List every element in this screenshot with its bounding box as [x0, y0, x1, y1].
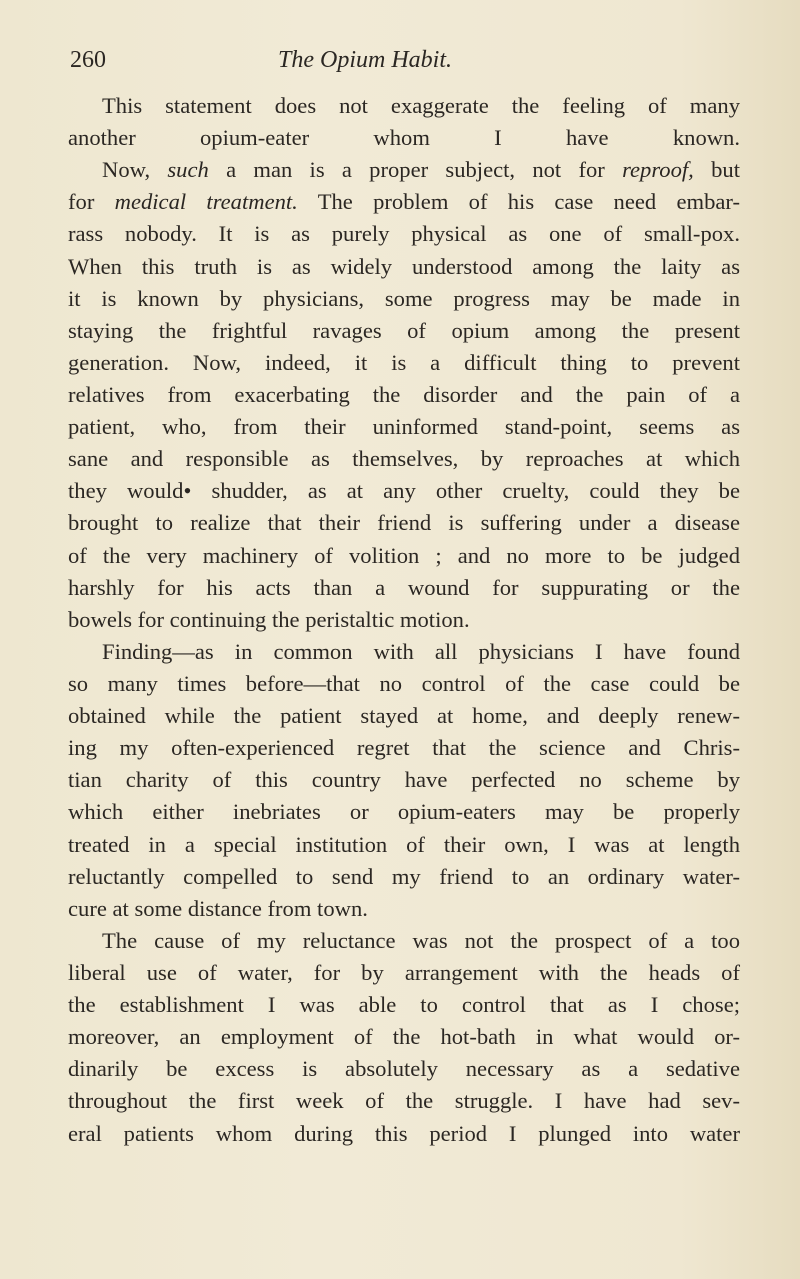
text-line: reluctantly compelled to send my friend to an ordinary water- — [68, 863, 740, 889]
text-line: When this truth is as widely understood among the laity as — [68, 253, 740, 279]
text-line: brought to realize that their friend is suffering under a disease — [68, 510, 740, 536]
text-line: harshly for his acts than a wound for suppurating or the — [68, 574, 740, 600]
text-line: the establishment I was able to control that as I chose; — [68, 992, 740, 1018]
text-line: sane and responsible as themselves, by reproaches at which — [68, 446, 740, 472]
text-run: a man is a proper subject, not for — [208, 157, 623, 183]
text-line: generation. Now, indeed, it is a difficult thing to prevent — [68, 349, 740, 375]
page-header — [68, 44, 732, 76]
text-line — [68, 154, 740, 186]
text-line: another opium-eater whom I have known. — [68, 125, 740, 151]
running-title: The Opium Habit. — [278, 47, 452, 73]
text-line: This statement does not exaggerate the feeling of many — [102, 93, 740, 118]
text-line: treated in a special institution of their own, I was at length — [68, 831, 740, 857]
text-run: but — [693, 157, 740, 183]
text-line: it is known by physicians, some progress may be made in — [68, 285, 740, 311]
text-run: for — [68, 189, 115, 215]
italic-phrase: such — [167, 157, 209, 183]
text-line: of the very machinery of volition ; and no more to be judged — [68, 542, 740, 568]
text-line: tian charity of this country have perfected no scheme by — [68, 767, 740, 793]
text-line: relatives from exacerbating the disorder and the pain of a — [68, 381, 740, 407]
text-line: throughout the first week of the struggle. I have had sev- — [68, 1088, 740, 1114]
text-line — [68, 186, 740, 218]
text-line: eral patients whom during this period I plunged into water — [68, 1120, 740, 1146]
text-line: liberal use of water, for by arrangement with the heads of — [68, 959, 740, 985]
text-line: rass nobody. It is as purely physical as one of small-pox. — [68, 221, 740, 247]
text-line: so many times before—that no control of the case could be — [68, 670, 740, 696]
text-line: obtained while the patient stayed at home, and deeply renew- — [68, 703, 740, 729]
text-line: Finding—as in common with all physicians I have found — [102, 638, 740, 664]
text-line: The cause of my reluctance was not the prospect of a too — [102, 927, 740, 953]
text-line: which either inebriates or opium-eaters may be properly — [68, 799, 740, 825]
text-line: bowels for continuing the peristaltic motion. — [68, 606, 470, 632]
text-line: dinarily be excess is absolutely necessary as a sedative — [68, 1056, 740, 1082]
text-line: staying the frightful ravages of opium among the present — [68, 317, 740, 343]
text-run: The problem of his case need embar- — [297, 189, 740, 215]
text-line: they would• shudder, as at any other cruelty, could they be — [68, 478, 740, 504]
text-line: cure at some distance from town. — [68, 895, 368, 921]
text-line: moreover, an employment of the hot-bath in what would or- — [68, 1024, 740, 1050]
text-run: Now, — [102, 157, 168, 183]
text-line: ing my often-experienced regret that the science and Chris- — [68, 735, 740, 761]
body-text — [68, 90, 740, 1150]
italic-phrase: reproof, — [622, 157, 694, 183]
text-line: patient, who, from their uninformed stand-point, seems as — [68, 414, 740, 440]
italic-phrase: medical treatment. — [114, 189, 298, 215]
page-number: 260 — [70, 47, 106, 73]
